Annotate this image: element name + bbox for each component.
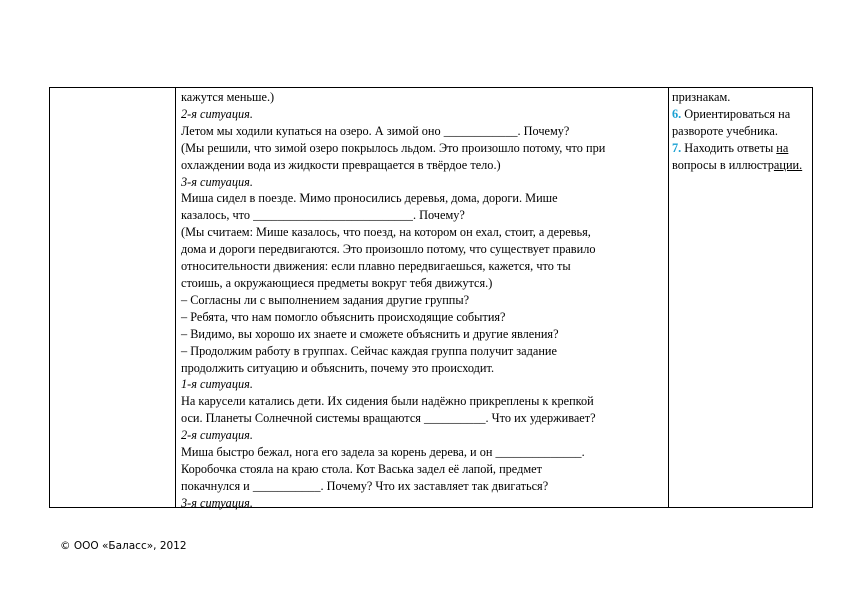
content-line: Коробочка стояла на краю стола. Кот Васька задел её лапой, предмет <box>181 461 542 476</box>
content-line: продолжить ситуацию и объяснить, почему это происходит. <box>181 360 495 375</box>
objective-text-7b-underlined: ации. <box>773 157 803 172</box>
content-line: оси. Планеты Солнечной системы вращаются __________. Что их удерживает? <box>181 411 596 426</box>
content-line: (Мы решили, что зимой озеро покрылось льдом. Это произошло потому, что при <box>181 140 606 155</box>
content-line: – Видимо, вы хорошо их знаете и сможете объяснить и другие явления? <box>181 326 559 341</box>
content-line: Миша быстро бежал, нога его задела за корень дерева, и он ______________. <box>181 445 585 460</box>
objective-item-7 <box>672 140 812 157</box>
content-line: относительности движения: если плавно передвигаешься, кажется, что ты <box>181 259 571 274</box>
objective-item-6 <box>672 106 812 123</box>
situation-heading: 1-я ситуация. <box>181 377 253 392</box>
objective-tail: признакам. <box>672 90 731 104</box>
lesson-table <box>49 87 813 508</box>
content-line: Миша сидел в поезде. Мимо проносились деревья, дома, дороги. Мише <box>181 191 558 206</box>
content-line: – Ребята, что нам помогло объяснить происходящие события? <box>181 309 506 324</box>
content-line: стоишь, а окружающиеся предметы вокруг тебя движутся.) <box>181 275 493 290</box>
content-line: дома и дороги передвигаются. Это произошло потому, что существует правило <box>181 242 596 257</box>
column-divider-left <box>175 88 176 507</box>
column-divider-right <box>668 88 669 507</box>
content-line: казалось, что __________________________. Почему? <box>181 208 465 223</box>
situation-heading: 3-я ситуация. <box>181 174 253 189</box>
copyright-footer: © ООО «Баласс», 2012 <box>60 540 187 552</box>
content-line: – Согласны ли с выполнением задания другие группы? <box>181 292 470 307</box>
content-line: покачнулся и ___________. Почему? Что их заставляет так двигаться? <box>181 478 549 493</box>
content-line: – Продолжим работу в группах. Сейчас каждая группа получит задание <box>181 343 557 358</box>
objective-text-6a: Ориентироваться на <box>681 106 791 121</box>
situation-heading: 2-я ситуация. <box>181 106 253 121</box>
content-line: (Мы считаем: Мише казалось, что поезд, на котором он ехал, стоит, а деревья, <box>181 225 591 240</box>
objective-text-7a: Находить ответы <box>681 140 777 155</box>
objective-number-7: 7. <box>672 140 682 155</box>
lesson-content-cell <box>181 89 663 512</box>
objective-text-6b: развороте учебника. <box>672 123 778 138</box>
objective-text-7b-plain: вопросы в иллюстр <box>672 157 774 172</box>
content-line: На карусели катались дети. Их сидения были надёжно прикреплены к крепкой <box>181 394 594 409</box>
content-line: охлаждении вода из жидкости превращается в твёрдое тело.) <box>181 157 501 172</box>
objective-text-7b <box>672 157 812 174</box>
content-line: кажутся меньше.) <box>181 90 275 104</box>
situation-heading: 2-я ситуация. <box>181 428 253 443</box>
situation-heading: 3-я ситуация. <box>181 495 253 510</box>
objectives-cell <box>672 89 812 174</box>
objective-number-6: 6. <box>672 106 682 121</box>
objective-text-7a-underlined: на <box>776 140 789 155</box>
content-line: Летом мы ходили купаться на озеро. А зимой оно ____________. Почему? <box>181 123 570 138</box>
